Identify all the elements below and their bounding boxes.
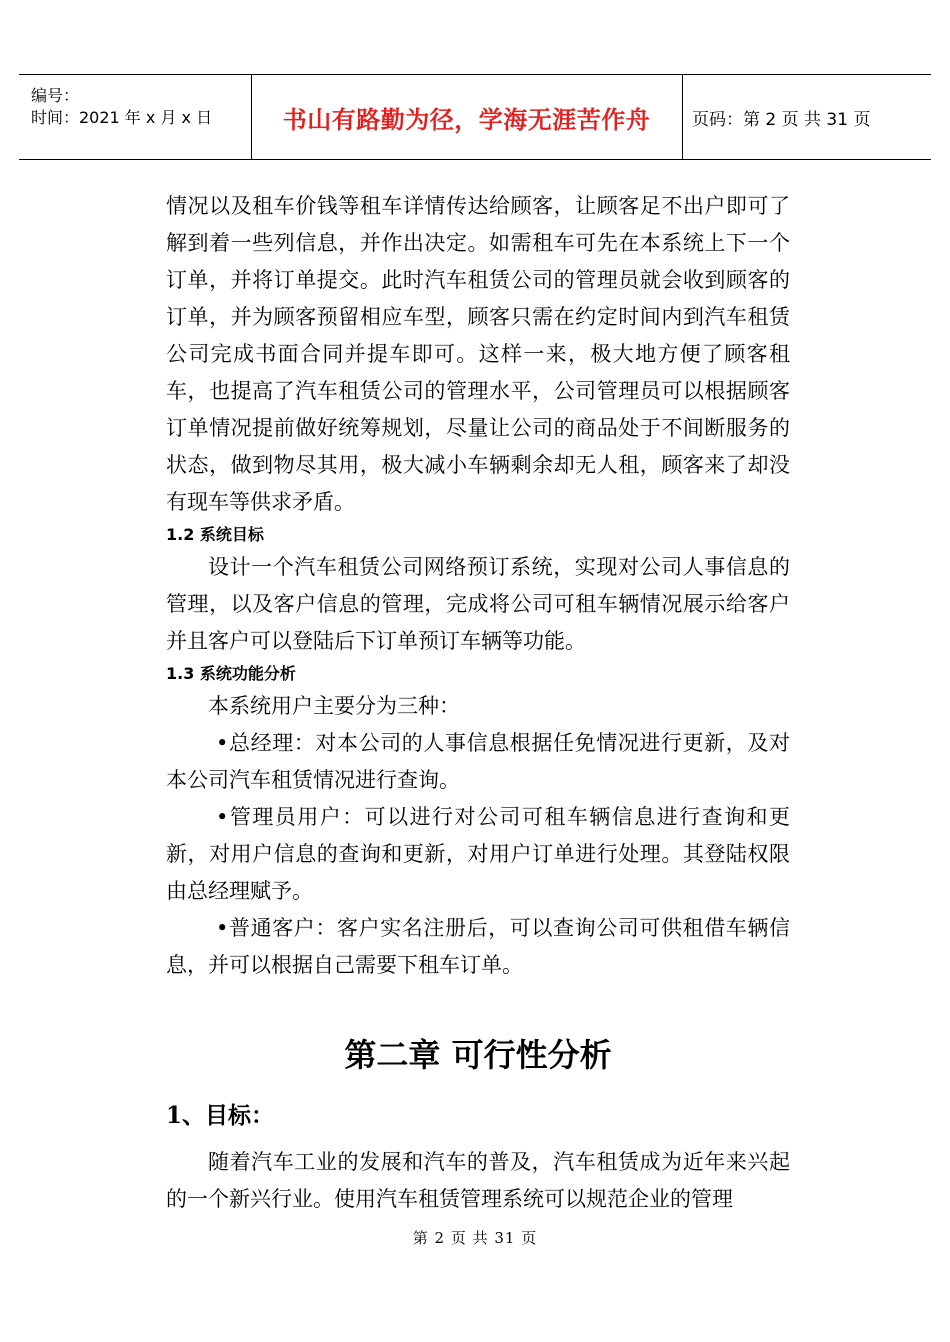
document-body [166,188,790,1218]
paragraph-user-types: 本系统用户主要分为三种： [208,694,460,718]
paragraph-system-goal: 设计一个汽车租赁公司网络预订系统，实现对公司人事信息的管理，以及客户信息的管理，完成将公司可租车辆情况展示给客户并且客户可以登陆后下订单预订车辆等功能。 [166,555,790,653]
footer-page-number: 第 2 页 共 31 页 [412,1229,538,1247]
document-time-label: 时间：2021 年 x 月 x 日 [31,108,213,127]
section-heading-1-3: 1.3 系统功能分析 [166,664,296,683]
header-table [19,74,931,160]
bullet-regular-customer: •普通客户：客户实名注册后，可以查询公司可供租借车辆信息，并可以根据自己需要下租车订单。 [166,916,790,977]
bullet-general-manager: •总经理：对本公司的人事信息根据任免情况进行更新，及对本公司汽车租赁情况进行查询。 [166,731,790,792]
header-motto: 书山有路勤为径，学海无涯苦作舟 [282,105,651,134]
chapter-title: 第二章 可行性分析 [344,1036,612,1074]
subsection-heading-goal: 1、目标： [166,1102,275,1129]
paragraph-goal-text: 随着汽车工业的发展和汽车的普及，汽车租赁成为近年来兴起的一个新兴行业。使用汽车租赁管理系统可以规范企业的管理 [166,1150,790,1211]
document-number-label: 编号： [31,86,80,105]
header-left-cell [19,75,252,159]
header-page-code: 页码：第 2 页 共 31 页 [692,109,871,130]
bullet-admin-user: •管理员用户：可以进行对公司可租车辆信息进行查询和更新，对用户信息的查询和更新，对用户订单进行处理。其登陆权限由总经理赋予。 [166,805,790,903]
section-heading-1-2: 1.2 系统目标 [166,525,264,544]
paragraph-intro-continued: 情况以及租车价钱等租车详情传达给顾客，让顾客足不出户即可了解到着一些列信息，并作出决定。如需租车可先在本系统上下一个订单，并将订单提交。此时汽车租赁公司的管理员就会收到顾客的订单，并为顾客预留相应车型，顾客只需在约定时间内到汽车租赁公司完成书面合同并提车即可。这样一来，极大地方便了顾客租车，也提高了汽车租赁公司的管理水平，公司管理员可以根据顾客订单情况提前做好统筹规划，尽量让公司的商品处于不间断服务的状态，做到物尽其用，极大减小车辆剩余却无人租，顾客来了却没有现车等供求矛盾。 [166,194,790,514]
header-page-cell [682,75,931,159]
header-motto-cell [251,75,683,159]
